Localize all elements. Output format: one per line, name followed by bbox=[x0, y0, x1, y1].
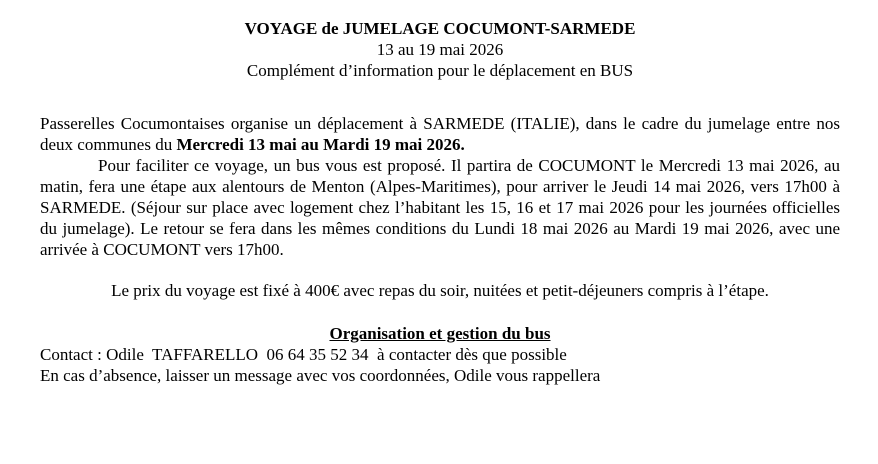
trip-dates: 13 au 19 mai 2026 bbox=[376, 40, 504, 59]
document-title: VOYAGE de JUMELAGE COCUMONT-SARMEDE bbox=[244, 19, 636, 38]
contact-line: Contact : Odile TAFFARELLO 06 64 35 52 34 à contacter dès que possible bbox=[40, 345, 567, 364]
spacer bbox=[40, 81, 840, 113]
price-paragraph: Le prix du voyage est fixé à 400€ avec repas du soir, nuitées et petit-déjeuners compris à l’étape. bbox=[111, 281, 769, 300]
absence-line: En cas d’absence, laisser un message avec vos coordonnées, Odile vous rappellera bbox=[40, 366, 601, 385]
intro-paragraph bbox=[40, 113, 840, 155]
bus-section-title: Organisation et gestion du bus bbox=[329, 324, 551, 343]
spacer bbox=[40, 260, 840, 280]
document-subtitle: Complément d’information pour le déplacement en BUS bbox=[246, 61, 634, 80]
details-text: Pour faciliter ce voyage, un bus vous est proposé. Il partira de COCUMONT le Mercredi 13 mai 2026, au matin, fera une étape aux alentours de Menton (Alpes-Maritimes), pour arriver le Jeudi 14 mai 2026, vers 17h00 à SARMEDE. (Séjour sur place avec logement chez l’habitant les 15, 16 et 17 mai 2026 pour les journées officielles du jumelage). Le retour se fera dans les mêmes conditions du Lundi 18 mai 2026 au Mardi 19 mai 2026, avec une arrivée à COCUMONT vers 17h00. bbox=[40, 156, 840, 259]
spacer bbox=[40, 301, 840, 323]
document bbox=[40, 18, 840, 386]
intro-bold-dates: Mercredi 13 mai au Mardi 19 mai 2026. bbox=[176, 135, 465, 154]
details-paragraph bbox=[40, 155, 840, 260]
intro-text: Passerelles Cocumontaises organise un déplacement à SARMEDE (ITALIE), dans le cadre du jumelage entre nos deux communes du bbox=[40, 114, 840, 154]
